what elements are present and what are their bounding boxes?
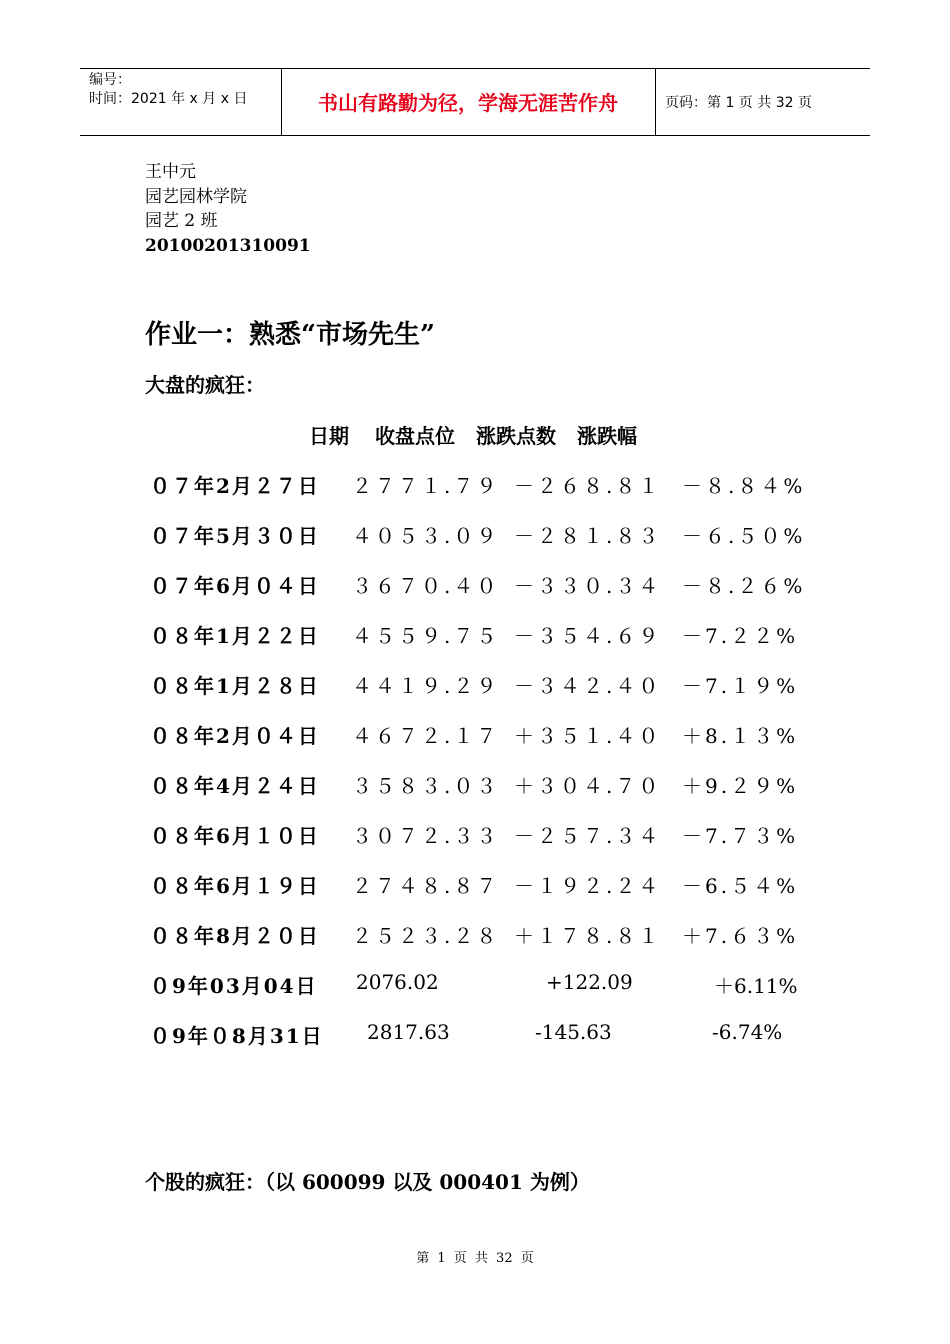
cell-close: ３５８３.０３ [352,774,500,798]
table-row [0,920,950,960]
table-row [0,1020,950,1060]
cell-change: ＋１７８.８１ [514,924,662,948]
header-motto-text: 书山有路勤为径，学海无涯苦作舟 [318,91,618,115]
cell-pct: ＋6.11% [714,974,798,998]
header-number-label: 编号： [89,72,131,88]
cell-change: －３４２.４０ [514,674,662,698]
assignment-title: 作业一：熟悉“市场先生” [145,320,435,350]
table-row [0,670,950,710]
cell-close: ４６７２.１７ [352,724,500,748]
cell-change: －３５４.６９ [514,624,662,648]
cell-date: ０８年6月１９日 [150,874,320,898]
table-row [0,570,950,610]
cell-change: －２５７.３４ [514,824,662,848]
header-meta [89,71,247,109]
cell-close: 2076.02 [356,970,439,994]
cell-change: -145.63 [535,1020,612,1044]
header-motto [281,68,655,135]
author-name: 王中元 [145,162,196,182]
cell-change: －２８１.８３ [514,524,662,548]
cell-date: ０８年8月２０日 [150,924,320,948]
header-page-label: 页码：第 1 页 共 32 页 [665,95,812,111]
table-header-change: 涨跌点数 [476,424,556,448]
header-time-label: 时间：2021 年 x 月 x 日 [89,91,248,107]
stock-section-title: 个股的疯狂：（以 600099 以及 000401 为例） [145,1170,590,1194]
market-section-title: 大盘的疯狂： [145,373,265,397]
cell-change: －１９２.２４ [514,874,662,898]
cell-date: ０9年03月04日 [150,974,318,998]
table-row [0,870,950,910]
table-header-date: 日期 [309,424,349,448]
cell-pct: ＋7.６３% [682,924,799,948]
table-row [0,520,950,560]
cell-pct: －7.２２% [682,624,799,648]
cell-pct: －８.２６% [682,574,806,598]
cell-date: ０８年1月２２日 [150,624,320,648]
table-row [0,970,950,1010]
cell-pct: －6.５４% [682,874,799,898]
table-header-close: 收盘点位 [375,424,455,448]
cell-pct: －６.５０% [682,524,806,548]
cell-date: ０８年1月２８日 [150,674,320,698]
cell-date: ０８年2月０４日 [150,724,320,748]
cell-pct: ＋8.１３% [682,724,799,748]
table-row [0,720,950,760]
cell-date: ０７年6月０４日 [150,574,320,598]
table-row [0,620,950,660]
table-row [0,470,950,510]
cell-pct: －7.７３% [682,824,799,848]
cell-close: ４４１９.２９ [352,674,500,698]
cell-date: ０８年4月２４日 [150,774,320,798]
cell-close: ２７７１.７９ [352,474,500,498]
cell-date: ０７年2月２７日 [150,474,320,498]
cell-change: －２６８.８１ [514,474,662,498]
cell-close: 2817.63 [367,1020,450,1044]
cell-date: ０８年6月１０日 [150,824,320,848]
page-footer: 第 1 页 共 32 页 [416,1251,534,1266]
cell-date: ０9年０8月31日 [150,1024,324,1048]
author-class: 园艺 2 班 [145,211,218,231]
cell-change: ＋３０４.７０ [514,774,662,798]
cell-close: ３６７０.４０ [352,574,500,598]
table-header-pct: 涨跌幅 [577,424,637,448]
author-info [145,160,311,258]
cell-pct: －7.１９% [682,674,799,698]
header-divider-right [655,68,656,135]
cell-pct: -6.74% [712,1020,783,1044]
cell-close: ２７４８.８７ [352,874,500,898]
author-student-id: 20100201310091 [145,235,311,256]
cell-change: +122.09 [546,970,633,994]
author-college: 园艺园林学院 [145,186,247,207]
cell-change: ＋３５１.４０ [514,724,662,748]
cell-close: ４５５９.７５ [352,624,500,648]
cell-pct: ＋9.２９% [682,774,799,798]
cell-change: －３３０.３４ [514,574,662,598]
cell-close: ３０７２.３３ [352,824,500,848]
cell-close: ２５２３.２８ [352,924,500,948]
header-bottom-rule [80,135,870,136]
cell-pct: －８.８４% [682,474,806,498]
table-row [0,770,950,810]
cell-close: ４０５３.０９ [352,524,500,548]
cell-date: ０７年5月３０日 [150,524,320,548]
table-row [0,820,950,860]
